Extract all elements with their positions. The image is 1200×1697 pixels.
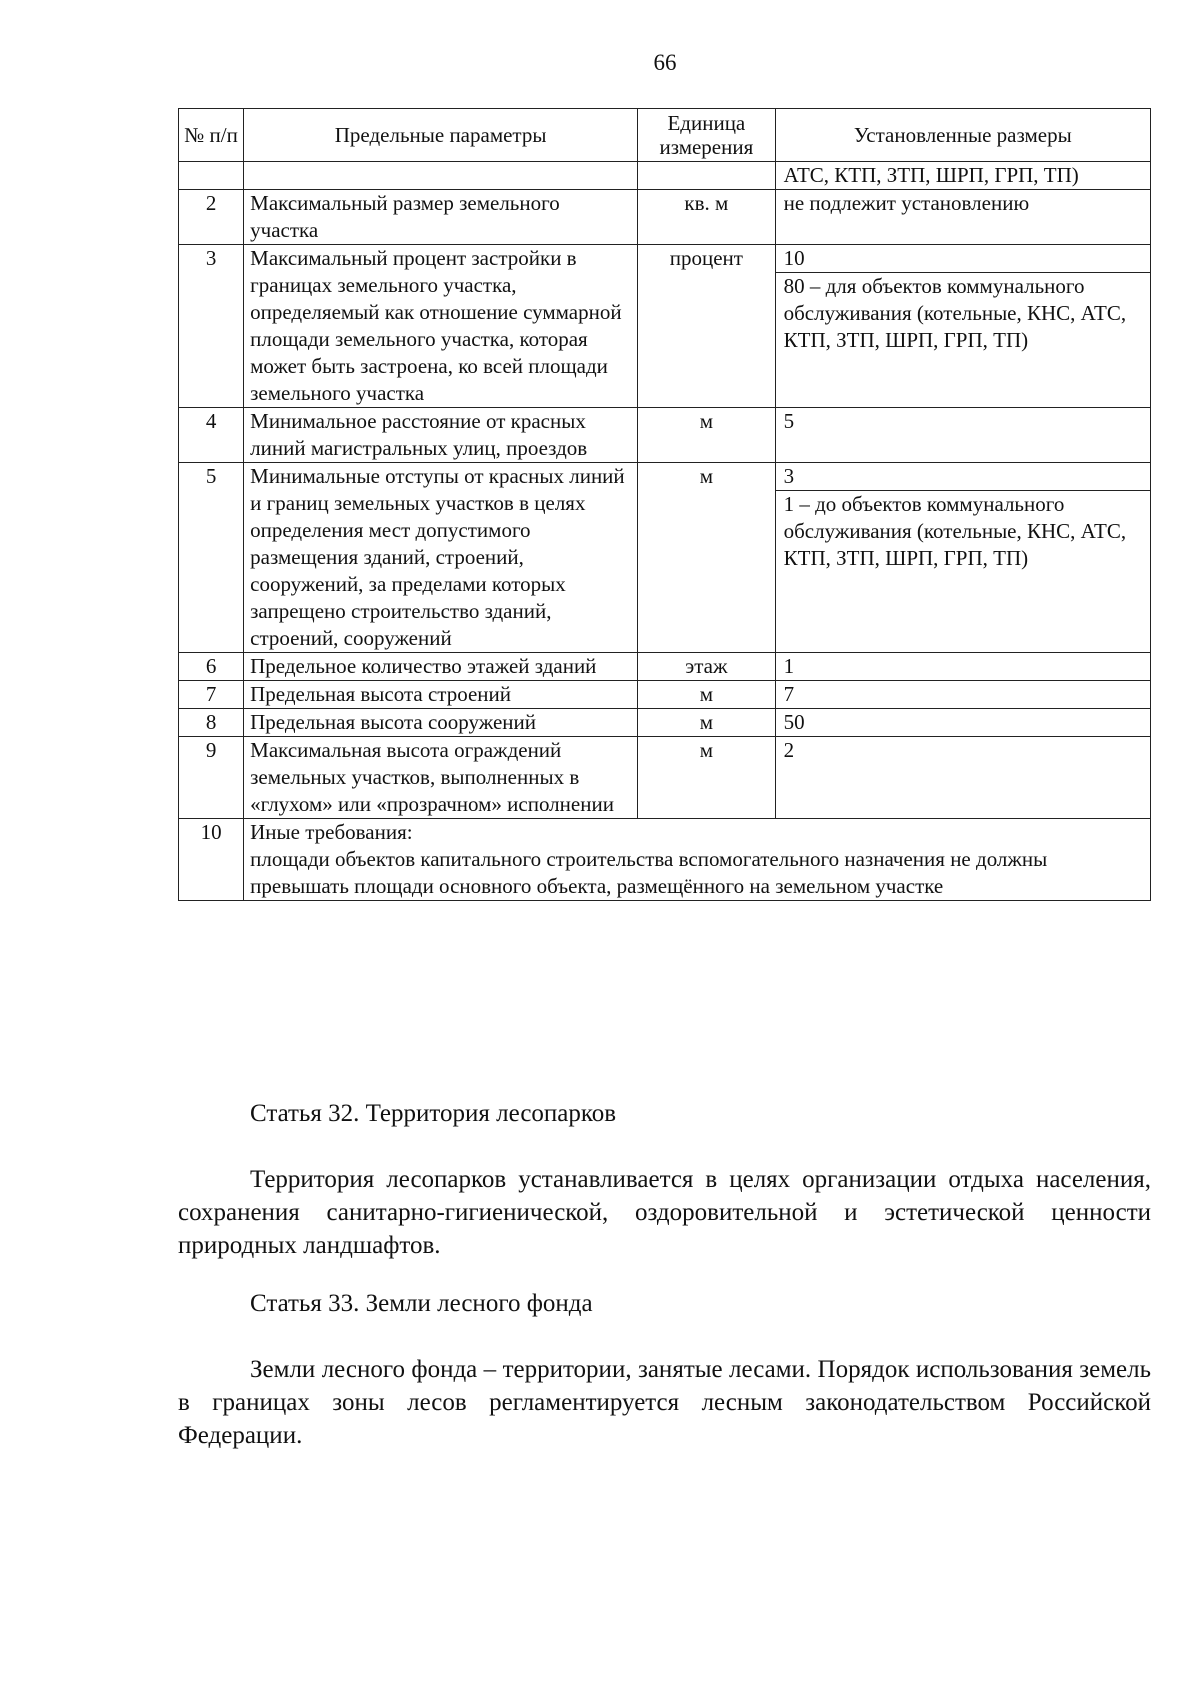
row-param: Максимальный размер земельного участка [244, 190, 638, 245]
row-num: 8 [179, 709, 244, 737]
header-value: Установленные размеры [775, 109, 1150, 162]
row-param: Предельное количество этажей зданий [244, 653, 638, 681]
row-value: 50 [783, 710, 805, 734]
row-unit: м [638, 737, 776, 819]
row-value-alt: 80 – для объектов коммунального обслуживания (котельные, КНС, АТС, КТП, ЗТП, ШРП, ГРП, ТП) [776, 272, 1150, 354]
table-row [179, 737, 1151, 819]
row-num: 5 [179, 463, 244, 653]
table-row [179, 653, 1151, 681]
row-unit: м [638, 463, 776, 653]
table-row [179, 709, 1151, 737]
row-value: 5 [783, 409, 795, 433]
row-unit: м [638, 681, 776, 709]
row-num: 6 [179, 653, 244, 681]
row-num: 7 [179, 681, 244, 709]
table-row-other-requirements [179, 819, 1151, 901]
row-value: 7 [783, 682, 795, 706]
table-row [179, 245, 1151, 408]
header-unit: Единица измерения [638, 109, 776, 162]
table-row [179, 463, 1151, 653]
row-num: 3 [179, 245, 244, 408]
parameters-table [178, 108, 1151, 901]
row-unit: процент [638, 245, 776, 408]
row-value: 1 [783, 654, 795, 678]
table-row [179, 190, 1151, 245]
row-param: Предельная высота строений [244, 681, 638, 709]
page-number: 66 [653, 50, 677, 75]
other-requirements-title: Иные требования: [250, 820, 413, 844]
row-value-alt: 1 – до объектов коммунального обслуживания (котельные, КНС, АТС, КТП, ЗТП, ШРП, ГРП, ТП) [776, 490, 1150, 572]
row-num: 10 [179, 819, 244, 901]
article-33-text: Земли лесного фонда – территории, занятые лесами. Порядок использования земель в границах зоны лесов регламентируется лесным законодательством Российской Федерации. [178, 1356, 1151, 1449]
row-param: Предельная высота сооружений [244, 709, 638, 737]
other-requirements-text: площади объектов капитального строительства вспомогательного назначения не должны превышать площади основного объекта, размещённого на земельном участке [250, 847, 1048, 898]
table-header-row [179, 109, 1151, 162]
header-num: № п/п [179, 109, 244, 162]
table-row-continued [179, 162, 1151, 190]
row-param: Минимальные отступы от красных линий и границ земельных участков в целях определения мест допустимого размещения зданий, строений, сооружений, за пределами которых запрещено строительство зданий, строений, сооружений [244, 463, 638, 653]
row-value: не подлежит установлению [783, 191, 1030, 215]
row-value: 2 [783, 738, 795, 762]
article-32-text: Территория лесопарков устанавливается в целях организации отдыха населения, сохранения санитарно-гигиенической, оздоровительной и эстетической ценности природных ландшафтов. [178, 1166, 1151, 1259]
row-num: 9 [179, 737, 244, 819]
row-unit: этаж [638, 653, 776, 681]
row-value: 10 [783, 246, 805, 270]
table-row [179, 681, 1151, 709]
row-num: 4 [179, 408, 244, 463]
header-param: Предельные параметры [244, 109, 638, 162]
row-param: Максимальная высота ограждений земельных участков, выполненных в «глухом» или «прозрачном» исполнении [244, 737, 638, 819]
table-row [179, 408, 1151, 463]
article-32-title: Статья 32. Территория лесопарков [250, 1100, 617, 1127]
continued-value: АТС, КТП, ЗТП, ШРП, ГРП, ТП) [783, 163, 1079, 187]
row-unit: кв. м [638, 190, 776, 245]
row-value: 3 [783, 464, 795, 488]
row-param: Минимальное расстояние от красных линий магистральных улиц, проездов [244, 408, 638, 463]
row-num: 2 [179, 190, 244, 245]
row-param: Максимальный процент застройки в границах земельного участка, определяемый как отношение суммарной площади земельного участка, которая может быть застроена, ко всей площади земельного участка [244, 245, 638, 408]
article-33-title: Статья 33. Земли лесного фонда [250, 1290, 593, 1317]
row-unit: м [638, 709, 776, 737]
row-unit: м [638, 408, 776, 463]
